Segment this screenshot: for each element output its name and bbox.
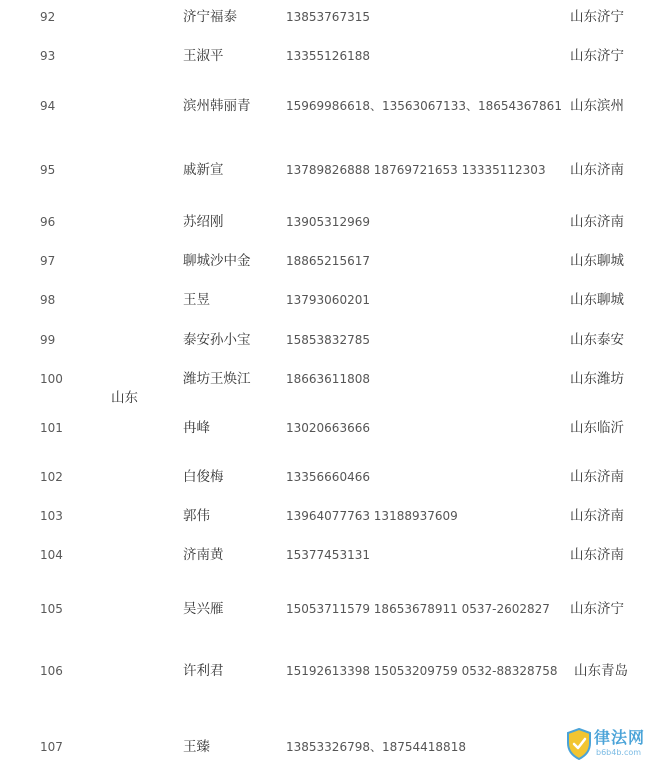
contact-name: 泰安孙小宝 <box>183 332 251 348</box>
row-number: 104 <box>40 548 63 562</box>
row-number: 94 <box>40 99 56 113</box>
row-number: 100 <box>40 372 63 386</box>
contact-phone: 13789826888 18769721653 13335112303 <box>286 163 546 177</box>
contact-region: 山东青岛 <box>574 663 628 679</box>
contact-region: 山东济宁 <box>570 48 624 64</box>
table-row <box>0 660 666 682</box>
contact-name: 戚新宣 <box>183 162 224 178</box>
contact-phone: 13853326798、18754418818 <box>286 740 466 754</box>
contact-name: 冉峰 <box>183 420 210 436</box>
contact-name: 聊城沙中金 <box>183 253 251 269</box>
table-row <box>0 544 666 566</box>
contact-region: 山东济南 <box>570 214 624 230</box>
contact-name: 王昱 <box>183 292 210 308</box>
contact-name: 潍坊王焕江 <box>183 371 251 387</box>
watermark-subtext: b6b4b.com <box>596 748 642 757</box>
watermark-text: 律法网 <box>594 728 646 747</box>
contact-region: 山东潍坊 <box>570 371 624 387</box>
contact-phone: 13793060201 <box>286 293 370 307</box>
contact-name: 济宁福泰 <box>183 9 237 25</box>
row-number: 103 <box>40 509 63 523</box>
table-row <box>0 417 666 439</box>
row-number: 92 <box>40 10 56 24</box>
contact-phone: 15192613398 15053209759 0532-88328758 <box>286 664 558 678</box>
contact-phone: 15969986618、13563067133、18654367861 <box>286 99 562 113</box>
contact-name: 苏绍刚 <box>183 214 224 230</box>
contact-region: 山东聊城 <box>570 253 624 269</box>
contact-phone: 15853832785 <box>286 333 370 347</box>
contact-name: 济南黄 <box>183 547 224 563</box>
contact-phone: 13905312969 <box>286 215 370 229</box>
contact-name: 王淑平 <box>183 48 224 64</box>
row-number: 101 <box>40 421 63 435</box>
contact-phone: 13853767315 <box>286 10 370 24</box>
row-number: 107 <box>40 740 63 754</box>
table-row <box>0 329 666 351</box>
row-number: 106 <box>40 664 63 678</box>
table-row <box>0 289 666 311</box>
contact-region: 山东泰安 <box>570 332 624 348</box>
contact-region: 山东济南 <box>570 508 624 524</box>
site-watermark <box>564 726 662 762</box>
table-row <box>0 505 666 527</box>
contact-phone: 15377453131 <box>286 548 370 562</box>
shield-icon <box>566 728 592 760</box>
contact-region: 山东临沂 <box>570 420 624 436</box>
contact-phone: 13355126188 <box>286 49 370 63</box>
row-number: 98 <box>40 293 56 307</box>
table-row <box>0 250 666 272</box>
row-number: 97 <box>40 254 56 268</box>
table-row <box>0 466 666 488</box>
contact-region: 山东滨州 <box>570 98 624 114</box>
contact-name: 滨州韩丽青 <box>183 98 251 114</box>
contact-name: 许利君 <box>183 663 224 679</box>
contact-phone: 18663611808 <box>286 372 370 386</box>
contact-phone: 13964077763 13188937609 <box>286 509 458 523</box>
table-row <box>0 211 666 233</box>
table-row <box>0 368 666 390</box>
contact-region: 山东济南 <box>570 162 624 178</box>
contact-name: 郭伟 <box>183 508 210 524</box>
table-row <box>0 6 666 28</box>
table-row <box>0 45 666 67</box>
contact-region: 山东济南 <box>570 469 624 485</box>
contact-name: 白俊梅 <box>183 469 224 485</box>
table-row <box>0 598 666 620</box>
contact-region: 山东济宁 <box>570 601 624 617</box>
row-number: 96 <box>40 215 56 229</box>
row-number: 102 <box>40 470 63 484</box>
contact-phone: 13356660466 <box>286 470 370 484</box>
contact-phone: 18865215617 <box>286 254 370 268</box>
row-number: 105 <box>40 602 63 616</box>
row-number: 99 <box>40 333 56 347</box>
contact-phone: 13020663666 <box>286 421 370 435</box>
table-row <box>0 159 666 181</box>
row-number: 93 <box>40 49 56 63</box>
contact-region: 山东济南 <box>570 547 624 563</box>
row-number: 95 <box>40 163 56 177</box>
contact-name: 吴兴雁 <box>183 601 224 617</box>
contact-region: 山东聊城 <box>570 292 624 308</box>
group-region-label: 山东 <box>111 390 138 406</box>
contact-name: 王臻 <box>183 739 210 755</box>
table-row <box>0 95 666 117</box>
contact-region: 山东济宁 <box>570 9 624 25</box>
contact-phone: 15053711579 18653678911 0537-2602827 <box>286 602 550 616</box>
